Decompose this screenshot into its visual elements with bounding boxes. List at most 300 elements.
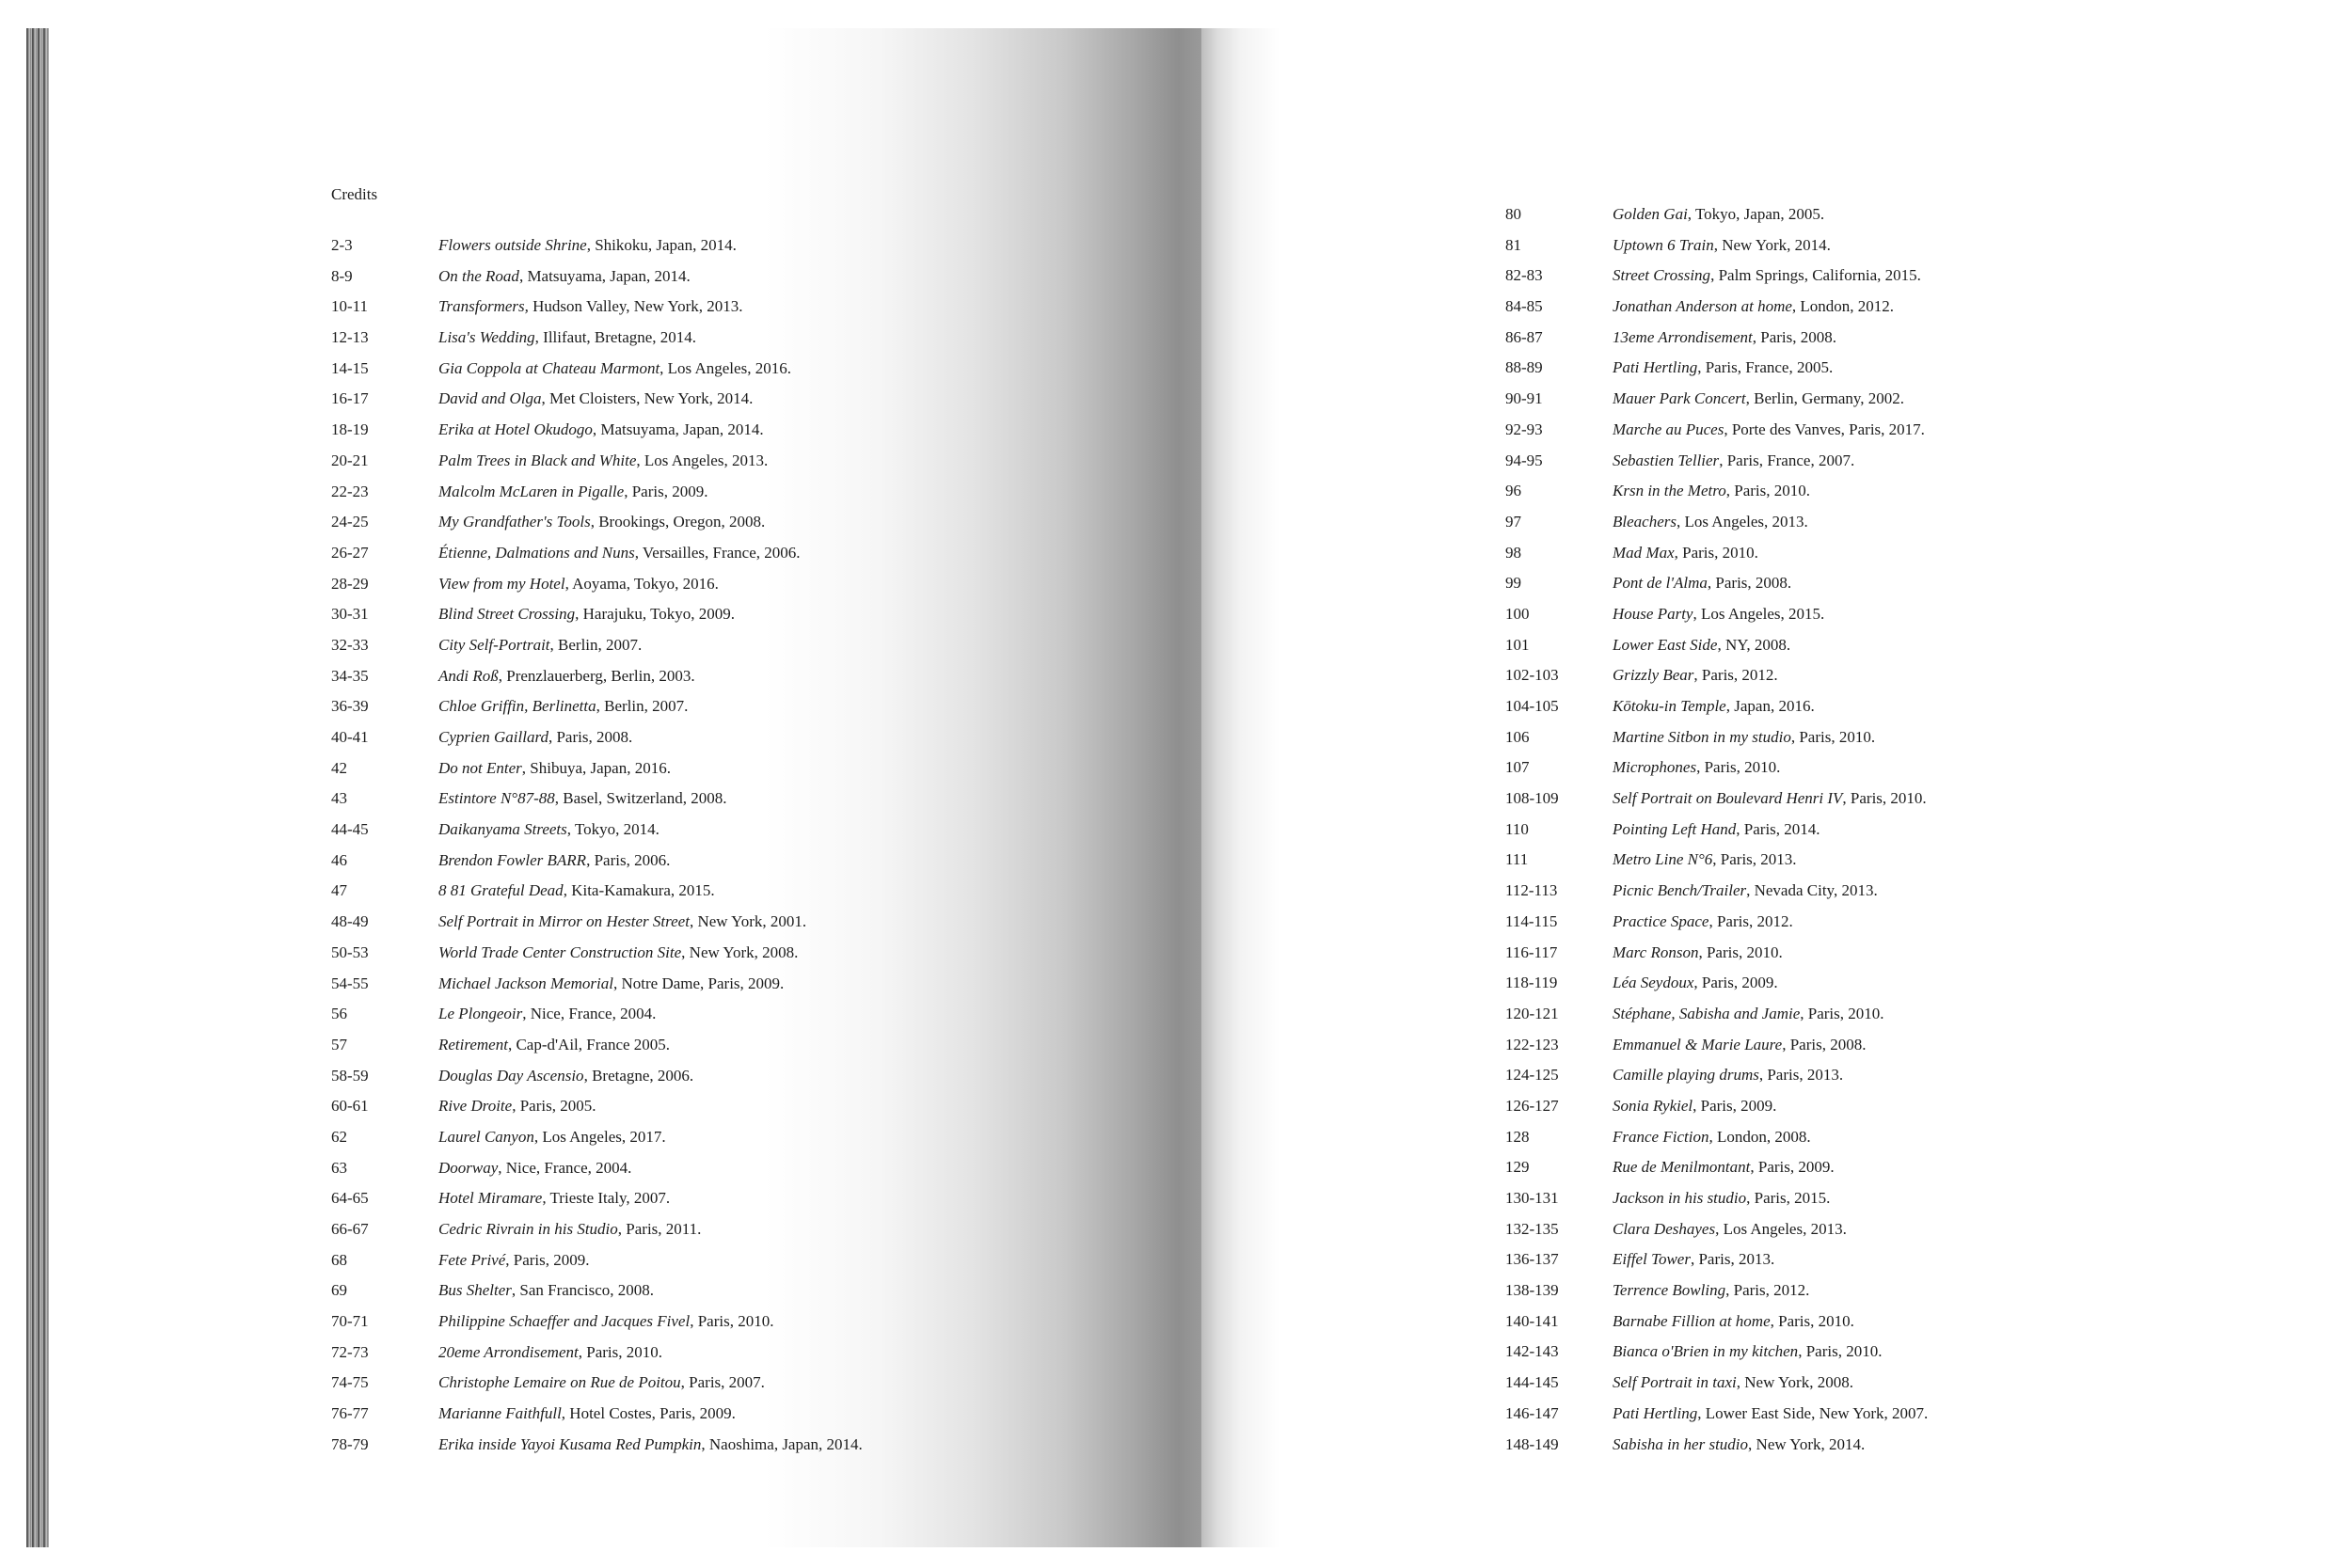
credit-title: Erika at Hotel Okudogo xyxy=(438,420,593,439)
credit-row xyxy=(331,907,863,938)
credit-details: , Hotel Costes, Paris, 2009. xyxy=(561,1404,736,1423)
credit-row xyxy=(331,938,863,969)
credit-title: Street Crossing xyxy=(1613,266,1711,285)
credits-list-left xyxy=(331,230,863,1461)
credit-row xyxy=(1505,384,1928,415)
credit-row xyxy=(1505,1122,1928,1153)
credit-pages: 10-11 xyxy=(331,297,369,316)
credit-row xyxy=(331,1183,863,1214)
credit-title: House Party xyxy=(1613,604,1693,623)
credit-pages: 74-75 xyxy=(331,1373,369,1392)
credit-details: , Los Angeles, 2013. xyxy=(1676,512,1808,531)
credit-title: City Self-Portrait xyxy=(438,635,550,654)
credit-row xyxy=(1505,691,1928,722)
credit-row xyxy=(331,599,863,630)
credit-title: Pointing Left Hand xyxy=(1613,819,1737,838)
credit-pages: 42 xyxy=(331,758,347,777)
credit-title: Golden Gai xyxy=(1613,205,1688,223)
credit-row xyxy=(331,261,863,293)
credit-row xyxy=(331,784,863,815)
credit-pages: 2-3 xyxy=(331,236,353,254)
credit-details: , London, 2012. xyxy=(1791,297,1895,316)
credit-details: , Paris, 2008. xyxy=(1782,1035,1867,1053)
credit-row xyxy=(1505,1214,1928,1245)
credit-title: Léa Seydoux xyxy=(1613,974,1694,992)
credit-details: , Nice, France, 2004. xyxy=(498,1158,632,1177)
credit-details: , Paris, 2010. xyxy=(1798,1342,1883,1361)
credit-pages: 8-9 xyxy=(331,266,353,285)
credit-pages: 16-17 xyxy=(331,389,369,408)
credit-title: Flowers outside Shrine xyxy=(438,236,587,254)
credit-row xyxy=(331,1307,863,1338)
credit-title: Sonia Rykiel xyxy=(1613,1096,1693,1115)
credit-pages: 50-53 xyxy=(331,942,369,961)
credit-title: Camille playing drums xyxy=(1613,1066,1759,1085)
credit-title: Étienne, Dalmations and Nuns xyxy=(438,543,635,562)
credit-title: Cedric Rivrain in his Studio xyxy=(438,1220,618,1238)
credit-row xyxy=(1505,199,1928,230)
credit-details: , Matsuyama, Japan, 2014. xyxy=(592,420,764,439)
credit-row xyxy=(331,230,863,261)
credit-title: Bianca o'Brien in my kitchen xyxy=(1613,1342,1799,1361)
credit-row xyxy=(331,538,863,569)
credit-pages: 88-89 xyxy=(1505,358,1543,377)
credit-pages: 66-67 xyxy=(331,1220,369,1238)
credit-title: Le Plongeoir xyxy=(438,1005,523,1023)
credit-row xyxy=(1505,230,1928,261)
credit-details: , Paris, 2012. xyxy=(1708,911,1793,930)
credit-details: , Paris, 2010. xyxy=(1698,942,1783,961)
credit-details: , Paris, 2010. xyxy=(1674,543,1758,562)
credit-details: , Paris, 2013. xyxy=(1690,1250,1775,1269)
credit-details: , Trieste Italy, 2007. xyxy=(542,1189,671,1208)
credit-pages: 84-85 xyxy=(1505,297,1543,316)
credit-title: Krsn in the Metro xyxy=(1613,482,1726,500)
credit-title: David and Olga xyxy=(438,389,542,408)
credit-title: Pati Hertling xyxy=(1613,358,1698,377)
credit-title: My Grandfather's Tools xyxy=(438,513,591,531)
credit-title: Kōtoku-in Temple xyxy=(1613,697,1726,715)
credit-title: Philippine Schaeffer and Jacques Fivel xyxy=(438,1312,691,1331)
credit-details: , Paris, 2009. xyxy=(505,1250,590,1269)
credit-pages: 120-121 xyxy=(1505,1004,1559,1022)
credit-details: , Bretagne, 2006. xyxy=(583,1066,694,1085)
credit-details: , Los Angeles, 2013. xyxy=(1715,1219,1847,1238)
credit-details: , Tokyo, Japan, 2005. xyxy=(1687,205,1825,223)
credit-pages: 70-71 xyxy=(331,1312,369,1331)
credit-row xyxy=(1505,292,1928,323)
credit-title: World Trade Center Construction Site xyxy=(438,942,682,961)
credit-row xyxy=(331,876,863,907)
credit-row xyxy=(331,1338,863,1369)
credit-pages: 47 xyxy=(331,881,347,900)
credit-pages: 98 xyxy=(1505,543,1521,562)
credit-row xyxy=(331,446,863,477)
credit-pages: 110 xyxy=(1505,819,1529,838)
credit-pages: 126-127 xyxy=(1505,1096,1559,1115)
credit-row xyxy=(331,1030,863,1061)
credit-pages: 44-45 xyxy=(331,820,369,839)
credit-details: , Naoshima, Japan, 2014. xyxy=(701,1434,863,1453)
credit-details: , New York, 2008. xyxy=(681,942,799,961)
credit-details: , Paris, 2009. xyxy=(624,482,708,500)
credit-row xyxy=(1505,1399,1928,1430)
credit-pages: 107 xyxy=(1505,758,1530,777)
credit-title: Clara Deshayes xyxy=(1613,1219,1716,1238)
credit-row xyxy=(331,630,863,661)
credit-title: Mauer Park Concert xyxy=(1613,389,1746,408)
credit-row xyxy=(1505,1275,1928,1307)
credit-pages: 82-83 xyxy=(1505,266,1543,285)
credit-row xyxy=(1505,907,1928,938)
credit-details: , Paris, 2010. xyxy=(1725,482,1810,500)
credit-row xyxy=(1505,476,1928,507)
credit-details: , Nevada City, 2013. xyxy=(1746,881,1878,900)
credit-title: Brendon Fowler BARR xyxy=(438,850,587,869)
credit-details: , Los Angeles, 2017. xyxy=(533,1127,666,1146)
credit-title: Terrence Bowling xyxy=(1613,1281,1726,1300)
credit-title: Lower East Side xyxy=(1613,635,1718,654)
credit-row xyxy=(1505,568,1928,599)
credit-details: , Paris, 2009. xyxy=(1750,1158,1835,1177)
credit-row xyxy=(1505,1430,1928,1461)
credit-row xyxy=(331,323,863,354)
credit-details: , Paris, 2006. xyxy=(586,850,671,869)
credit-row xyxy=(1505,1091,1928,1122)
credit-details: , Brookings, Oregon, 2008. xyxy=(590,513,766,531)
credit-details: , Nice, France, 2004. xyxy=(522,1005,657,1023)
credit-details: , Lower East Side, New York, 2007. xyxy=(1697,1403,1929,1422)
credit-details: , Tokyo, 2014. xyxy=(566,820,660,839)
credit-row xyxy=(1505,538,1928,569)
credit-title: Bus Shelter xyxy=(438,1281,512,1300)
credit-row xyxy=(1505,938,1928,969)
credit-row xyxy=(331,477,863,508)
credit-title: Martine Sitbon in my studio xyxy=(1613,727,1791,746)
credit-title: Mad Max xyxy=(1613,543,1675,562)
credit-pages: 124-125 xyxy=(1505,1066,1559,1085)
credit-details: , Paris, 2010. xyxy=(578,1342,662,1361)
page-title: Credits xyxy=(331,185,378,203)
credit-row xyxy=(331,1061,863,1092)
credit-details: , New York, 2008. xyxy=(1736,1373,1853,1392)
credit-title: Retirement xyxy=(438,1035,508,1053)
credit-title: Doorway xyxy=(438,1158,499,1177)
credit-details: , Paris, 2010. xyxy=(1696,758,1781,777)
credit-details: , Paris, France, 2005. xyxy=(1697,358,1834,377)
credit-title: Self Portrait in Mirror on Hester Street xyxy=(438,912,690,931)
credit-row xyxy=(331,969,863,1000)
credit-pages: 138-139 xyxy=(1505,1281,1559,1300)
credit-pages: 122-123 xyxy=(1505,1035,1559,1053)
credit-row xyxy=(331,815,863,846)
credit-row xyxy=(331,292,863,323)
credit-pages: 63 xyxy=(331,1158,347,1177)
credit-row xyxy=(1505,446,1928,477)
credit-pages: 112-113 xyxy=(1505,881,1558,900)
credit-title: France Fiction, xyxy=(1613,1127,1713,1146)
credit-pages: 101 xyxy=(1505,635,1530,654)
credit-pages: 129 xyxy=(1505,1158,1530,1177)
credit-title: Transformers, xyxy=(438,297,529,316)
credit-title: Fete Privé xyxy=(438,1250,506,1269)
credit-row xyxy=(331,569,863,600)
credit-pages: 96 xyxy=(1505,482,1521,500)
credit-pages: 128 xyxy=(1505,1127,1530,1146)
credit-title: Pont de l'Alma xyxy=(1613,574,1708,593)
credit-title: Barnabe Fillion at home xyxy=(1613,1311,1771,1330)
credit-details: , Los Angeles, 2013. xyxy=(636,451,769,469)
credit-row xyxy=(1505,323,1928,354)
credit-row xyxy=(331,1245,863,1276)
credit-details: , Matsuyama, Japan, 2014. xyxy=(518,266,691,285)
credit-title: 8 81 Grateful Dead xyxy=(438,881,564,900)
credit-details: , Porte des Vanves, Paris, 2017. xyxy=(1724,420,1925,438)
credit-pages: 100 xyxy=(1505,604,1530,623)
credit-title: Uptown 6 Train xyxy=(1613,235,1714,254)
credit-pages: 114-115 xyxy=(1505,911,1558,930)
credit-row xyxy=(331,846,863,877)
credit-pages: 72-73 xyxy=(331,1342,369,1361)
credit-pages: 90-91 xyxy=(1505,389,1543,408)
credit-title: Gia Coppola at Chateau Marmont xyxy=(438,358,660,377)
credit-pages: 108-109 xyxy=(1505,789,1559,808)
credit-title: On the Road xyxy=(438,266,519,285)
credit-row xyxy=(331,384,863,415)
credit-details: , New York, 2014. xyxy=(1748,1434,1866,1453)
credit-details: , Illifaut, Bretagne, 2014. xyxy=(534,328,697,347)
credit-row xyxy=(1505,1368,1928,1399)
credit-pages: 106 xyxy=(1505,727,1530,746)
credit-details: , Paris, 2010. xyxy=(1790,727,1876,746)
credit-pages: 146-147 xyxy=(1505,1403,1559,1422)
credit-title: Rive Droite xyxy=(438,1097,513,1116)
credit-pages: 140-141 xyxy=(1505,1311,1559,1330)
credit-row xyxy=(331,691,863,722)
credit-row xyxy=(1505,599,1928,630)
credit-details: , Paris, France, 2007. xyxy=(1719,451,1855,469)
credit-row xyxy=(331,507,863,538)
credit-row xyxy=(1505,415,1928,446)
credit-row xyxy=(331,1122,863,1153)
credit-pages: 97 xyxy=(1505,512,1521,531)
credit-title: Estintore N°87-88 xyxy=(438,789,555,808)
credit-row xyxy=(1505,968,1928,999)
credit-title: Blind Street Crossing xyxy=(438,605,576,624)
credit-pages: 69 xyxy=(331,1281,347,1300)
credit-row xyxy=(331,1368,863,1399)
credit-details: , Paris, 2008. xyxy=(548,728,633,746)
credit-row xyxy=(331,1275,863,1307)
credit-details: , Aoyama, Tokyo, 2016. xyxy=(564,574,719,593)
credit-title: Jonathan Anderson at home xyxy=(1613,297,1792,316)
credit-pages: 20-21 xyxy=(331,451,369,469)
credit-row xyxy=(331,354,863,385)
credit-details: , Paris, 2010. xyxy=(1800,1004,1884,1022)
credit-details: , Shibuya, Japan, 2016. xyxy=(521,758,671,777)
credit-row xyxy=(1505,999,1928,1030)
credit-title: Douglas Day Ascensio xyxy=(438,1066,584,1085)
credit-row xyxy=(331,415,863,446)
credit-row xyxy=(1505,1307,1928,1338)
credit-details: , San Francisco, 2008. xyxy=(511,1281,654,1300)
credit-details: , Paris, 2015. xyxy=(1746,1189,1831,1207)
credit-pages: 111 xyxy=(1505,850,1529,869)
credit-pages: 24-25 xyxy=(331,513,369,531)
credit-title: Andi Roß xyxy=(438,666,499,685)
credit-pages: 78-79 xyxy=(331,1434,369,1453)
credit-pages: 22-23 xyxy=(331,482,369,500)
credit-details: , Notre Dame, Paris, 2009. xyxy=(613,974,785,992)
credit-pages: 28-29 xyxy=(331,574,369,593)
credit-title: Self Portrait on Boulevard Henri IV xyxy=(1613,789,1843,808)
credit-row xyxy=(1505,722,1928,753)
credit-details: , Paris, 2014. xyxy=(1736,819,1820,838)
credit-row xyxy=(1505,353,1928,384)
credit-details: , New York, 2014. xyxy=(1713,235,1831,254)
credits-list-right xyxy=(1505,199,1928,1460)
credit-pages: 34-35 xyxy=(331,666,369,685)
credit-details: , New York, 2001. xyxy=(689,912,807,931)
credit-row xyxy=(1505,1244,1928,1275)
credit-title: Cyprien Gaillard xyxy=(438,728,548,746)
credit-pages: 56 xyxy=(331,1005,347,1023)
credit-details: , Paris, 2011. xyxy=(617,1220,702,1238)
credit-details: , Paris, 2012. xyxy=(1725,1281,1810,1300)
credit-pages: 148-149 xyxy=(1505,1434,1559,1453)
credit-row xyxy=(1505,1152,1928,1183)
credit-pages: 57 xyxy=(331,1035,347,1053)
credit-row xyxy=(1505,1183,1928,1214)
credit-details: London, 2008. xyxy=(1712,1127,1811,1146)
credit-pages: 92-93 xyxy=(1505,420,1543,438)
credit-details: , Paris, 2009. xyxy=(1693,974,1778,992)
credit-details: , Paris, 2013. xyxy=(1758,1066,1844,1085)
credit-title: Sabisha in her studio xyxy=(1613,1434,1749,1453)
credit-pages: 54-55 xyxy=(331,974,369,992)
credit-details: , Paris, 2007. xyxy=(680,1373,765,1392)
credit-pages: 136-137 xyxy=(1505,1250,1559,1269)
credit-title: Eiffel Tower xyxy=(1613,1250,1691,1269)
credit-details: , Palm Springs, California, 2015. xyxy=(1710,266,1921,285)
credit-pages: 118-119 xyxy=(1505,974,1558,992)
credit-details: , Berlin, Germany, 2002. xyxy=(1745,389,1905,408)
credit-row xyxy=(1505,784,1928,815)
credit-pages: 36-39 xyxy=(331,697,369,716)
credit-pages: 86-87 xyxy=(1505,327,1543,346)
credit-pages: 26-27 xyxy=(331,543,369,562)
credit-details: , Kita-Kamakura, 2015. xyxy=(563,881,715,900)
credit-details: , Paris, 2010. xyxy=(1842,789,1927,808)
credit-details: , Berlin, 2007. xyxy=(596,697,689,716)
credit-title: Emmanuel & Marie Laure xyxy=(1613,1035,1783,1053)
credit-pages: 80 xyxy=(1505,205,1521,223)
credit-pages: 43 xyxy=(331,789,347,808)
credit-details: , Basel, Switzerland, 2008. xyxy=(554,789,727,808)
credit-row xyxy=(331,1214,863,1245)
credit-row xyxy=(1505,660,1928,691)
credit-title: Rue de Menilmontant xyxy=(1613,1158,1751,1177)
credit-title: View from my Hotel xyxy=(438,574,565,593)
credit-pages: 58-59 xyxy=(331,1066,369,1085)
credit-row xyxy=(1505,1030,1928,1061)
credit-title: Picnic Bench/Trailer xyxy=(1613,881,1747,900)
credit-pages: 14-15 xyxy=(331,358,369,377)
credit-title: Erika inside Yayoi Kusama Red Pumpkin xyxy=(438,1434,702,1453)
credit-pages: 18-19 xyxy=(331,420,369,439)
credit-pages: 99 xyxy=(1505,574,1521,593)
credit-pages: 32-33 xyxy=(331,635,369,654)
credit-details: , Paris, 2010. xyxy=(690,1312,774,1331)
credit-title: Jackson in his studio xyxy=(1613,1189,1747,1207)
credit-details: , Paris, 2010. xyxy=(1770,1311,1854,1330)
credit-row xyxy=(331,999,863,1030)
credit-row xyxy=(331,753,863,784)
credit-details: , Cap-d'Ail, France 2005. xyxy=(507,1035,671,1053)
credit-title: Laurel Canyon xyxy=(438,1127,534,1146)
credit-details: , Paris, 2013. xyxy=(1712,850,1797,869)
credit-row xyxy=(1505,507,1928,538)
credit-details: , Shikoku, Japan, 2014. xyxy=(586,236,737,254)
credit-row xyxy=(331,722,863,753)
credit-title: Hotel Miramare xyxy=(438,1189,543,1208)
credit-row xyxy=(331,1091,863,1122)
credit-title: Stéphane, Sabisha and Jamie xyxy=(1613,1004,1801,1022)
credit-title: Bleachers xyxy=(1613,512,1677,531)
credit-title: Marc Ronson xyxy=(1613,942,1699,961)
credit-details: , Los Angeles, 2016. xyxy=(660,358,791,377)
credit-title: 13eme Arrondisement xyxy=(1613,327,1753,346)
credit-pages: 76-77 xyxy=(331,1404,369,1423)
credit-details: , Los Angeles, 2015. xyxy=(1692,604,1825,623)
credit-title: Christophe Lemaire on Rue de Poitou xyxy=(438,1373,681,1392)
credit-pages: 116-117 xyxy=(1505,942,1558,961)
credit-pages: 68 xyxy=(331,1250,347,1269)
credit-title: Marche au Puces xyxy=(1613,420,1724,438)
credit-pages: 144-145 xyxy=(1505,1373,1559,1392)
credit-pages: 81 xyxy=(1505,235,1521,254)
credit-pages: 64-65 xyxy=(331,1189,369,1208)
credit-title: Pati Hertling xyxy=(1613,1403,1698,1422)
credit-details: , Paris, 2008. xyxy=(1707,574,1792,593)
credit-details: , Harajuku, Tokyo, 2009. xyxy=(575,605,736,624)
credit-details: , Met Cloisters, New York, 2014. xyxy=(541,389,754,408)
credit-pages: 132-135 xyxy=(1505,1219,1559,1238)
credit-details: , Paris, 2012. xyxy=(1693,666,1778,685)
credit-details: Hudson Valley, New York, 2013. xyxy=(528,297,743,316)
credit-title: Malcolm McLaren in Pigalle xyxy=(438,482,625,500)
credit-pages: 46 xyxy=(331,850,347,869)
credit-row xyxy=(1505,815,1928,846)
credit-title: Lisa's Wedding xyxy=(438,328,535,347)
credit-row xyxy=(331,1399,863,1430)
credit-title: Michael Jackson Memorial xyxy=(438,974,613,992)
credit-row xyxy=(331,1430,863,1461)
credit-title: Chloe Griffin, Berlinetta xyxy=(438,697,596,716)
credit-title: Marianne Faithfull xyxy=(438,1404,562,1423)
credit-pages: 142-143 xyxy=(1505,1342,1559,1361)
credit-title: Palm Trees in Black and White xyxy=(438,451,637,469)
credit-pages: 48-49 xyxy=(331,912,369,931)
credit-row xyxy=(1505,1337,1928,1368)
credit-pages: 102-103 xyxy=(1505,666,1559,685)
credit-pages: 30-31 xyxy=(331,605,369,624)
credit-pages: 60-61 xyxy=(331,1097,369,1116)
credit-title: Practice Space xyxy=(1613,911,1709,930)
credit-row xyxy=(1505,261,1928,292)
credit-row xyxy=(1505,630,1928,661)
credit-title: Microphones xyxy=(1613,758,1697,777)
